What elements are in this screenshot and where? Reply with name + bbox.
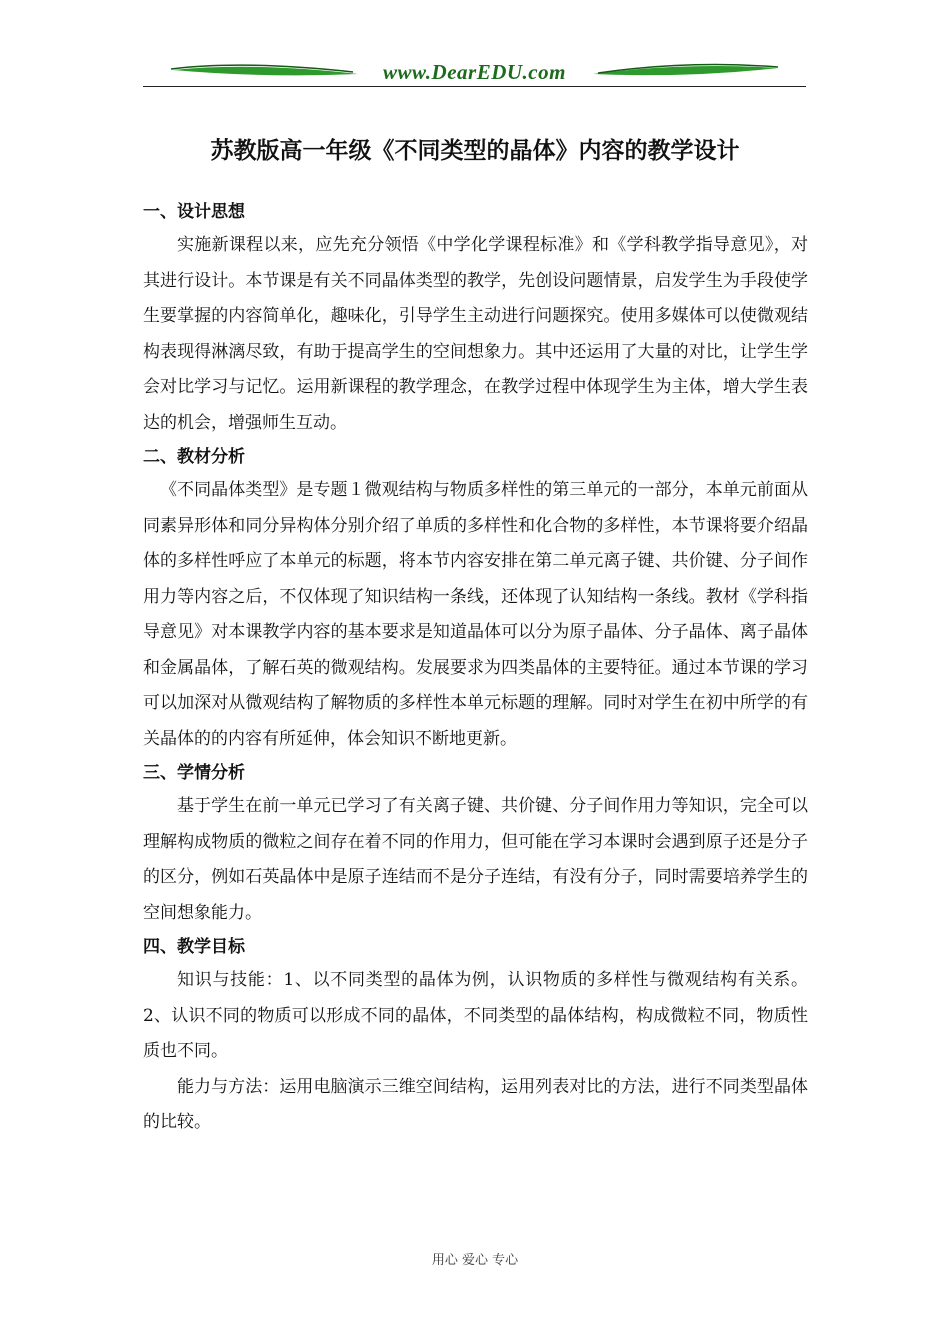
section-heading: 一、设计思想	[143, 202, 245, 222]
section-heading: 三、学情分析	[143, 763, 245, 783]
page-footer: 用心 爱心 专心	[431, 1253, 519, 1268]
document-title: 苏教版高一年级《不同类型的晶体》内容的教学设计	[210, 138, 740, 164]
paragraph: 知识与技能：1、以不同类型的晶体为例，认识物质的多样性与微观结构有关系。2、认识不同的物质可以形成不同的晶体，不同类型的晶体结构，构成微粒不同，物质性质也不同。	[143, 970, 808, 1061]
section-textbook-analysis	[143, 441, 808, 757]
section-student-analysis	[143, 757, 808, 931]
document-body	[143, 196, 808, 1141]
site-logo: www.DearEDU.com	[383, 60, 566, 84]
section-heading: 四、教学目标	[143, 937, 245, 957]
header-rule	[143, 86, 806, 87]
paragraph: 基于学生在前一单元已学习了有关离子键、共价键、分子间作用力等知识，完全可以理解构成物质的微粒之间存在着不同的作用力，但可能在学习本课时会遇到原子还是分子的区分，例如石英晶体中是原子连结而不是分子连结，有没有分子，同时需要培养学生的空间想象能力。	[143, 796, 808, 923]
paragraph: 《不同晶体类型》是专题１微观结构与物质多样性的第三单元的一部分，本单元前面从同素异形体和同分异构体分别介绍了单质的多样性和化合物的多样性，本节课将要介绍晶体的多样性呼应了本单元的标题，将本节内容安排在第二单元离子键、共价键、分子间作用力等内容之后，不仅体现了知识结构一条线，还体现了认知结构一条线。教材《学科指导意见》对本课教学内容的基本要求是知道晶体可以分为原子晶体、分子晶体、离子晶体和金属晶体，了解石英的微观结构。发展要求为四类晶体的主要特征。通过本节课的学习可以加深对从微观结构了解物质的多样性本单元标题的理解。同时对学生在初中所学的有关晶体的的内容有所延伸，体会知识不断地更新。	[143, 480, 808, 749]
page-header	[143, 58, 806, 90]
paragraph: 实施新课程以来，应先充分领悟《中学化学课程标准》和《学科教学指导意见》，对其进行设计。本节课是有关不同晶体类型的教学，先创设问题情景，启发学生为手段使学生要掌握的内容简单化，趣味化，引导学生主动进行问题探究。使用多媒体可以使微观结构表现得淋漓尽致，有助于提高学生的空间想象力。其中还运用了大量的对比，让学生学会对比学习与记忆。运用新课程的教学理念，在教学过程中体现学生为主体，增大学生表达的机会，增强师生互动。	[143, 235, 808, 433]
paragraph: 能力与方法：运用电脑演示三维空间结构，运用列表对比的方法，进行不同类型晶体的比较。	[143, 1076, 808, 1132]
section-teaching-goals	[143, 931, 808, 1141]
section-design-idea	[143, 196, 808, 441]
section-heading: 二、教材分析	[143, 447, 245, 467]
